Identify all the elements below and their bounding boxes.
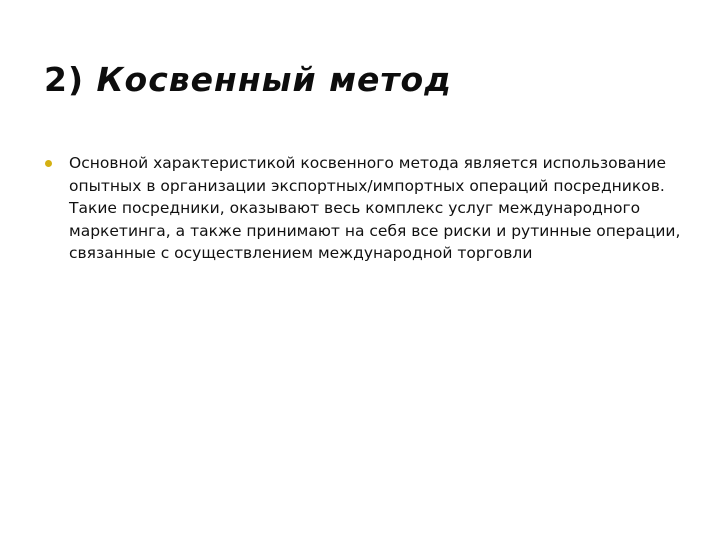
bullet-list: [44, 152, 684, 265]
slide-title: [44, 56, 452, 104]
slide-title-number: 2): [44, 60, 85, 99]
bullet-dot-icon: [45, 160, 52, 167]
bullet-item: [44, 152, 684, 265]
bullet-text: Основной характеристикой косвенного метода является использование опытных в организации экспортных/импортных операций посредников. Такие посредники, оказывают весь комплекс услуг международного маркетинга, а также принимают на себя все риски и рутинные операции, связанные с осуществлением международной торговли: [69, 154, 681, 262]
slide-title-text: Косвенный метод: [96, 60, 452, 99]
